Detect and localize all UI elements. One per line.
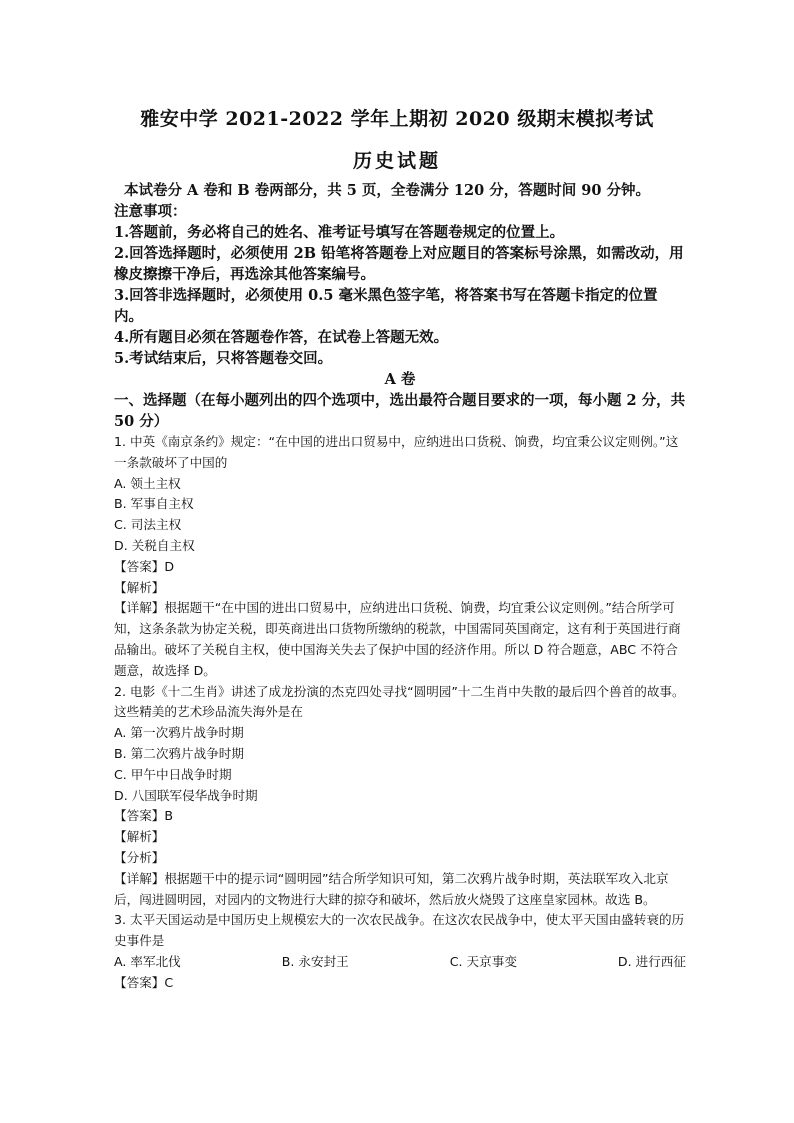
option-b: B. 第二次鸦片战争时期	[114, 745, 244, 761]
question-3	[114, 910, 686, 993]
section-heading: 一、选择题（在每小题列出的四个选项中，选出最符合题目要求的一项，每小题 2 分，共 50 分）	[114, 392, 686, 430]
answer-label: 【答案】C	[114, 974, 174, 990]
note-item: 5.考试结束后，只将答题卷交回。	[114, 350, 333, 367]
notes-heading: 注意事项：	[114, 203, 187, 220]
option-b: B. 永安封王	[281, 953, 349, 969]
option-d: D. 关税自主权	[114, 537, 195, 553]
section-label: A 卷	[384, 371, 416, 388]
exam-intro: 本试卷分 A 卷和 B 卷两部分，共 5 页，全卷满分 120 分，答题时间 90 分钟。	[124, 182, 651, 199]
option-c: C. 司法主权	[114, 517, 182, 533]
detail-explanation: 【详解】根据题干“在中国的进出口贸易中，应纳进出口货税、饷费，均宜秉公议定则例。”结合所学可知，这条条款为协定关税，即英商进出口货物所缴纳的税款，中国需同英国商定，这有利于英国进行商品输出。破坏了关税自主权，使中国海关失去了保护中国的经济作用。所以 D 符合题意，ABC 不符合题意，故选择 D。	[114, 600, 681, 678]
options-row	[114, 952, 686, 973]
note-item: 3.回答非选择题时，必须使用 0.5 毫米黑色签字笔，将答案书写在答题卡指定的位置内。	[114, 287, 658, 325]
question-stem: 1. 中英《南京条约》规定：“在中国的进出口贸易中，应纳进出口货税、饷费，均宜秉公议定则例。”这一条款破坏了中国的	[114, 434, 679, 470]
exam-subtitle: 历史试题	[352, 150, 441, 172]
note-item: 1.答题前，务必将自己的姓名、准考证号填写在答题卷规定的位置上。	[114, 224, 565, 241]
question-1	[114, 432, 686, 682]
question-stem: 2. 电影《十二生肖》讲述了成龙扮演的杰克四处寻找“圆明园”十二生肖中失散的最后四个兽首的故事。这些精美的艺术珍品流失海外是在	[114, 683, 685, 720]
option-d: D. 八国联军侵华战争时期	[114, 787, 258, 803]
detail-explanation: 【详解】根据题干中的提示词“圆明园”结合所学知识可知，第二次鸦片战争时期，英法联军攻入北京后，闯进圆明园，对园内的文物进行大肆的掠夺和破坏，然后放火烧毁了这座皇家园林。故选 B。	[114, 870, 669, 907]
option-a: A. 领土主权	[114, 475, 181, 491]
option-d: D. 进行西征	[617, 953, 686, 969]
fenxi-label: 【分析】	[114, 849, 165, 865]
document-body	[114, 180, 686, 994]
question-2	[114, 682, 686, 911]
answer-label: 【答案】B	[114, 808, 174, 824]
option-a: A. 率军北伐	[114, 953, 181, 969]
analysis-label: 【解析】	[114, 579, 165, 595]
note-item: 2.回答选择题时，必须使用 2B 铅笔将答题卷上对应题目的答案标号涂黑，如需改动，用橡皮擦擦干净后，再选涂其他答案编号。	[114, 245, 684, 283]
answer-label: 【答案】D	[114, 558, 175, 574]
option-a: A. 第一次鸦片战争时期	[114, 725, 244, 741]
option-c: C. 甲午中日战争时期	[114, 766, 232, 782]
analysis-label: 【解析】	[114, 829, 165, 845]
exam-title: 雅安中学 2021-2022 学年上期初 2020 级期末模拟考试	[140, 108, 654, 130]
question-stem: 3. 太平天国运动是中国历史上规模宏大的一次农民战争。在这次农民战争中，使太平天国由盛转衰的历史事件是	[114, 912, 685, 949]
option-b: B. 军事自主权	[114, 496, 194, 512]
option-c: C. 天京事变	[449, 953, 517, 969]
note-item: 4.所有题目必须在答题卷作答，在试卷上答题无效。	[114, 329, 449, 346]
